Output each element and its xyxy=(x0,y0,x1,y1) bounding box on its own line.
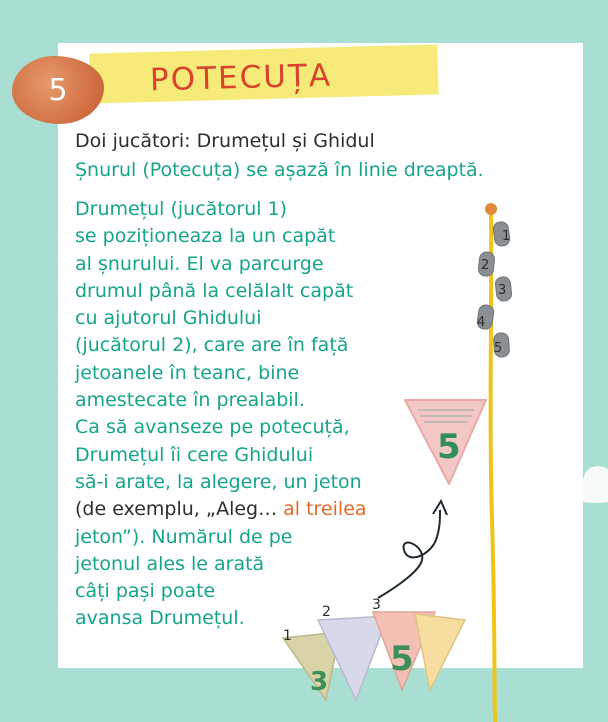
rope-line xyxy=(491,212,495,722)
instruction-row: Ca să avanseze pe potecuță, xyxy=(75,416,350,439)
instruction-row: Drumețul îi cere Ghidului xyxy=(75,443,314,466)
setup-line: Șnurul (Potecuța) se așază în linie dreaptă. xyxy=(75,159,484,181)
instruction-row: câți pași poate xyxy=(75,580,216,603)
stone-label: 1 xyxy=(502,229,511,244)
game-title: POTECUȚA xyxy=(149,57,333,99)
instruction-row: se poziționeaza la un capăt xyxy=(75,225,336,248)
card-fan-digit: 3 xyxy=(310,667,329,697)
example-highlight: al treilea xyxy=(283,498,367,521)
instruction-row: să-i arate, la alegere, un jeton xyxy=(75,470,362,493)
instruction-row: jetonul ales le arată xyxy=(75,552,265,575)
players-line: Doi jucători: Drumețul și Ghidul xyxy=(75,130,375,152)
example-suffix: jeton”). Numărul de pe xyxy=(75,525,293,548)
instruction-row: amestecate în prealabil. xyxy=(75,389,305,412)
curly-arrow xyxy=(378,510,440,598)
stone-label: 4 xyxy=(477,315,486,330)
token-number: 5 xyxy=(437,427,461,467)
stone-label: 2 xyxy=(481,258,490,273)
stone-label: 3 xyxy=(498,283,507,298)
instruction-row: (jucătorul 2), care are în față xyxy=(75,334,349,357)
stone-label: 5 xyxy=(494,341,503,356)
instruction-row: drumul până la celălalt capăt xyxy=(75,279,354,302)
instruction-row: cu ajutorul Ghidului xyxy=(75,307,262,330)
rope-knot xyxy=(485,203,497,215)
step-number: 5 xyxy=(48,72,68,108)
instruction-row: Drumețul (jucătorul 1) xyxy=(75,198,288,220)
instruction-row: al șnurului. El va parcurge xyxy=(75,252,324,275)
card-fan-digit: 5 xyxy=(390,639,414,679)
card-fan xyxy=(283,612,465,700)
chosen-token xyxy=(405,400,486,484)
instruction-row: jetoanele în teanc, bine xyxy=(75,361,300,384)
instruction-row: avansa Drumețul. xyxy=(75,607,245,630)
card-number: 2 xyxy=(322,604,331,620)
example-prefix: (de exemplu, „Aleg… xyxy=(75,498,284,521)
card-number: 3 xyxy=(372,597,381,613)
card-number: 1 xyxy=(283,628,292,644)
